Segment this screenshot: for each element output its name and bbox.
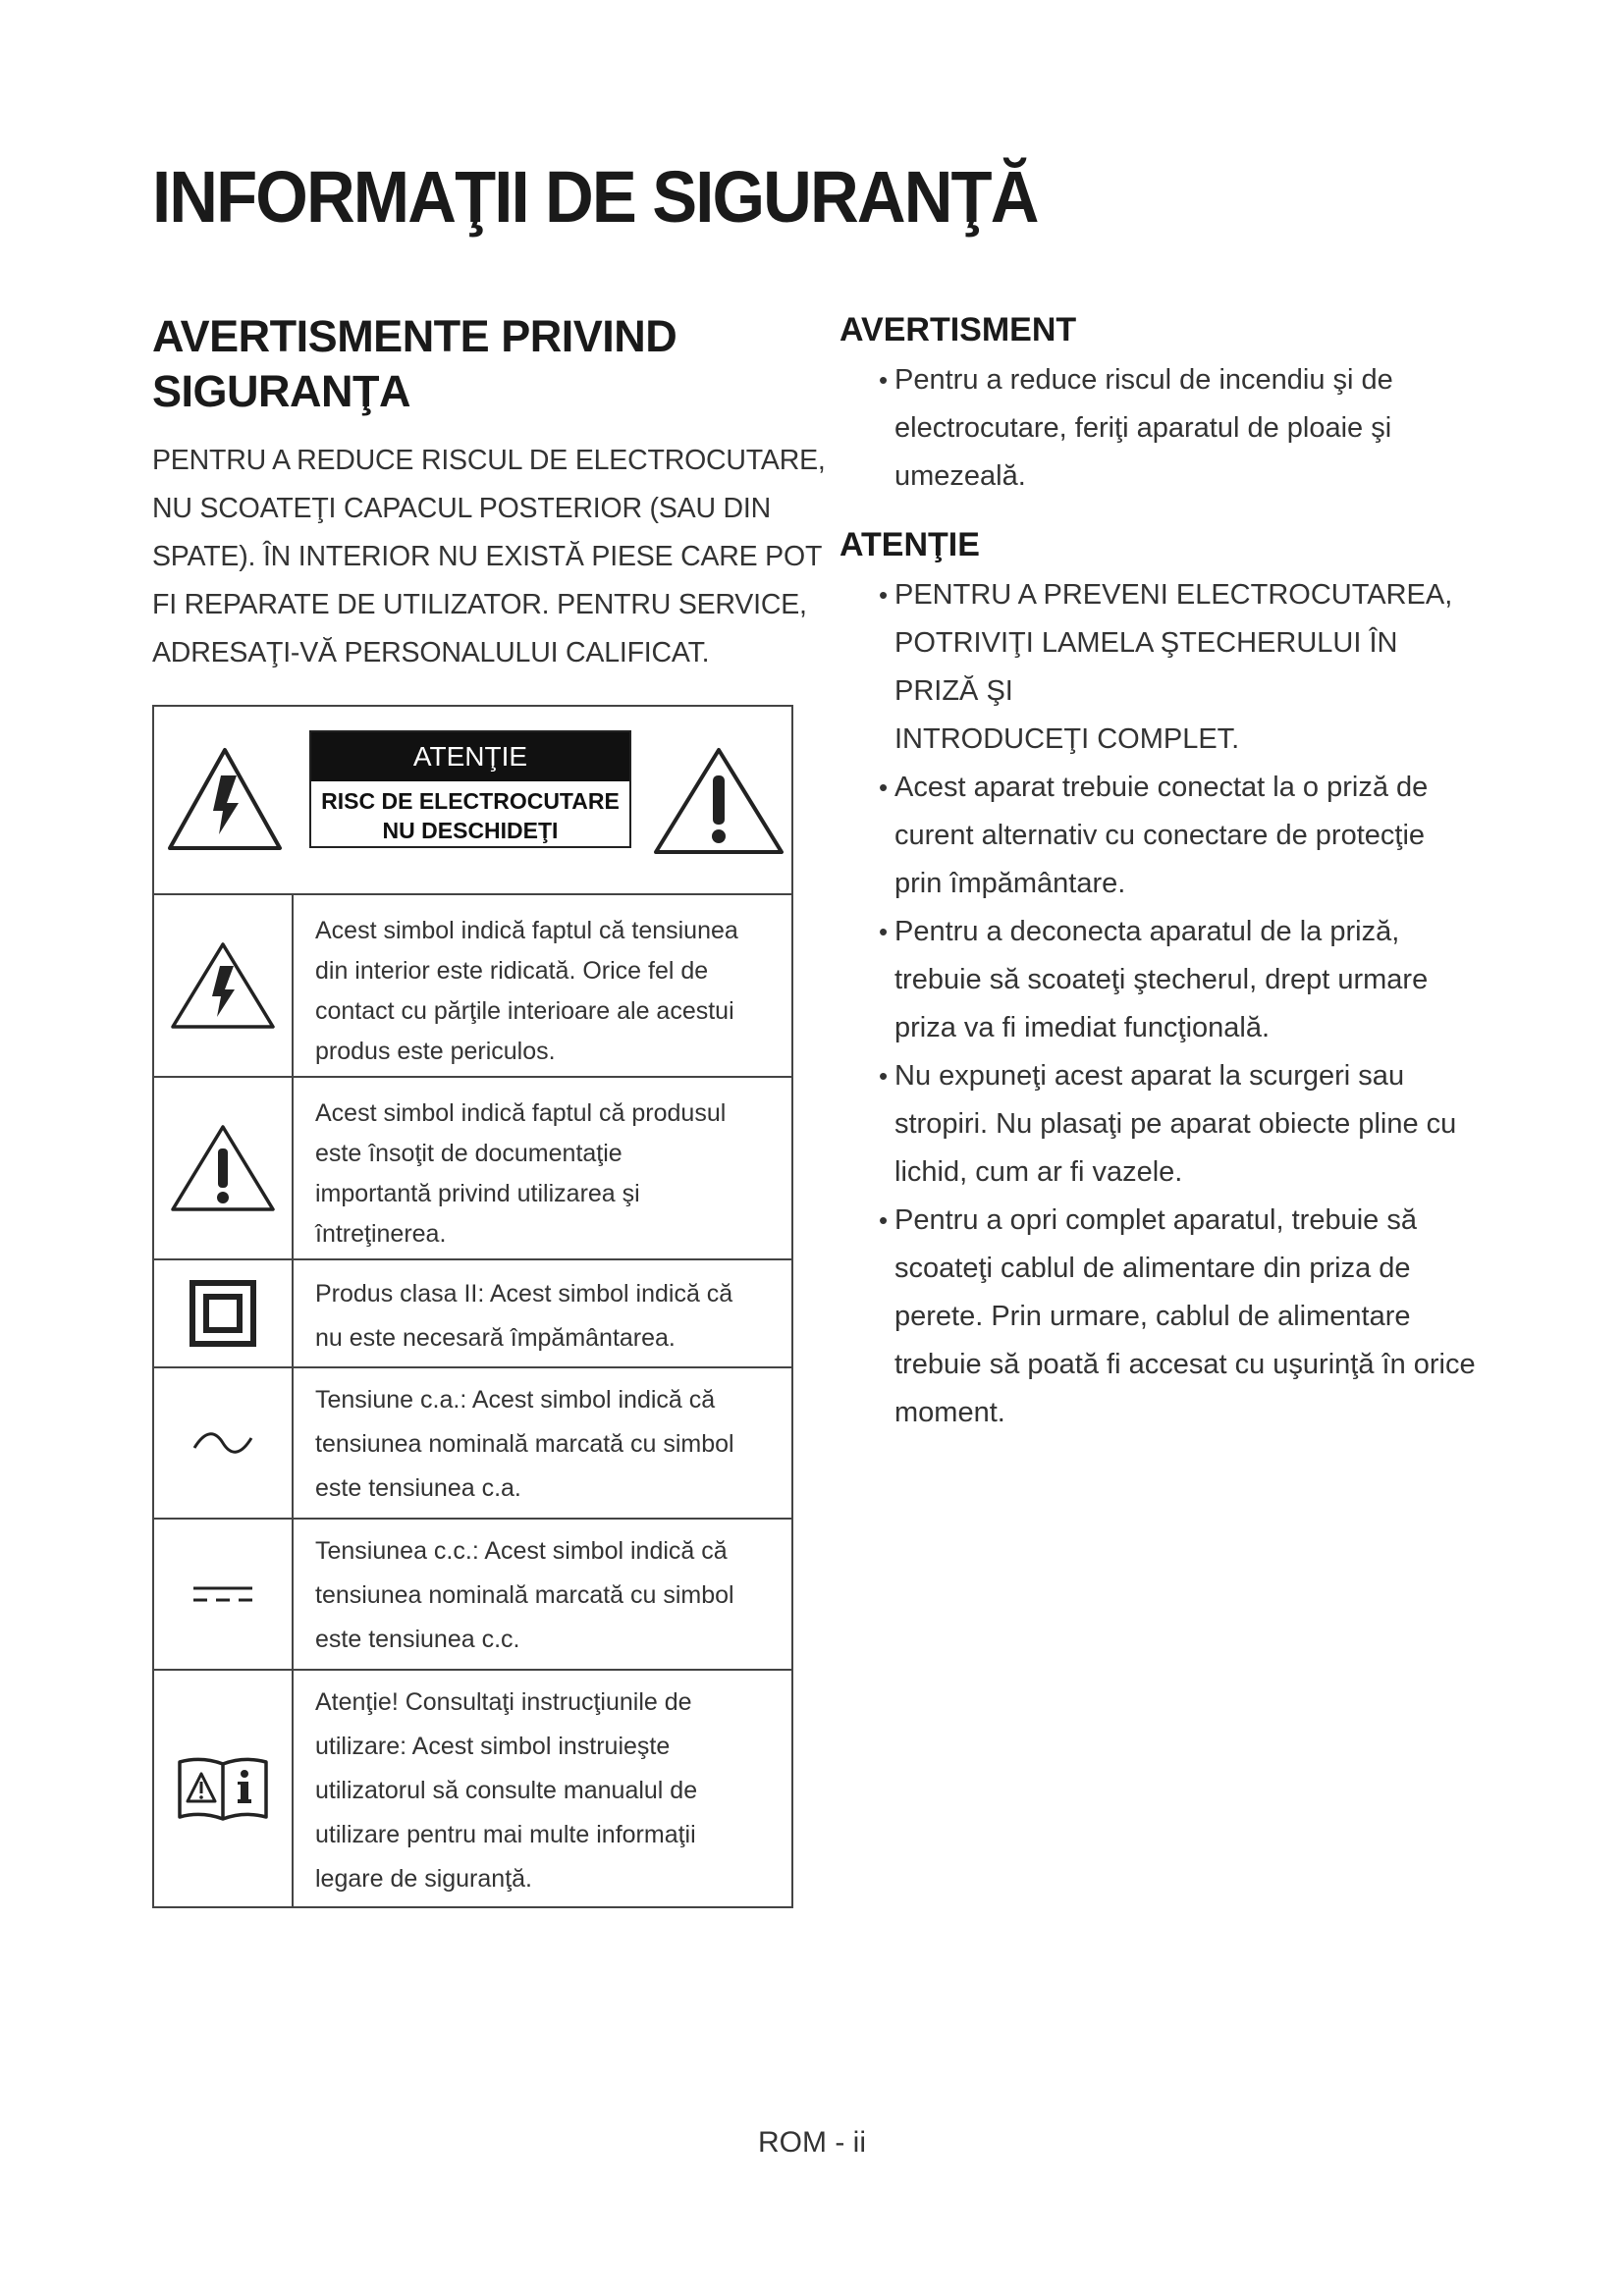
warning-item-line: umezeală. xyxy=(894,460,1026,492)
caution-label-line-2: NU DESCHIDEŢI xyxy=(382,818,559,843)
symbol-description-line: legare de siguranţă. xyxy=(315,1865,532,1893)
caution-label-line-1: RISC DE ELECTROCUTARE xyxy=(321,788,620,814)
intro-paragraph xyxy=(152,437,826,677)
symbol-description-line: importantă privind utilizarea şi xyxy=(315,1180,640,1207)
caution-item-line: priza va fi imediat funcţională. xyxy=(894,1012,1271,1043)
symbol-description-line: Tensiunea c.c.: Acest simbol indică că xyxy=(315,1537,728,1565)
caution-label-title: ATENŢIE xyxy=(311,732,629,781)
page-number: ROM - ii xyxy=(758,2126,866,2159)
symbol-description-line: întreţinerea. xyxy=(315,1220,447,1248)
symbol-row xyxy=(154,895,791,1078)
symbol-description-line: utilizare: Acest simbol instruieşte xyxy=(315,1733,671,1760)
bullet-icon: • xyxy=(879,917,889,946)
caution-item-line: stropiri. Nu plasaţi pe aparat obiecte pline cu xyxy=(894,1108,1457,1140)
symbol-table xyxy=(152,705,793,1908)
warning-title: AVERTISMENT xyxy=(839,311,1077,348)
symbol-description xyxy=(294,895,791,1076)
warning-item-line: electrocutare, feriţi aparatul de ploaie şi xyxy=(894,412,1392,444)
intro-line: NU SCOATEŢI CAPACUL POSTERIOR (SAU DIN xyxy=(152,493,772,524)
bullet-icon: • xyxy=(879,365,889,395)
warning-item xyxy=(879,356,1488,501)
symbol-row xyxy=(154,1671,791,1906)
section-title-line-1: AVERTISMENTE PRIVIND xyxy=(152,311,677,361)
symbol-description-line: Tensiune c.a.: Acest simbol indică că xyxy=(315,1386,716,1414)
caution-label-body xyxy=(311,781,629,845)
symbol-description-line: Acest simbol indică faptul că produsul xyxy=(315,1099,727,1127)
symbol-description-line: este tensiunea c.a. xyxy=(315,1474,521,1502)
symbol-description-line: utilizare pentru mai multe informaţii xyxy=(315,1821,696,1848)
double-square-icon xyxy=(154,1260,294,1366)
ac-wave-icon xyxy=(154,1368,294,1518)
symbol-description-line: Acest simbol indică faptul că tensiunea xyxy=(315,917,738,944)
symbol-description xyxy=(294,1368,791,1518)
manual-info-icon xyxy=(154,1671,294,1906)
caution-item-line: lichid, cum ar fi vazele. xyxy=(894,1156,1183,1188)
caution-item-line: Nu expuneţi acest aparat la scurgeri sau xyxy=(894,1060,1405,1092)
lightning-triangle-icon xyxy=(166,746,284,856)
caution-header xyxy=(154,707,791,895)
left-column xyxy=(152,309,826,677)
symbol-row xyxy=(154,1260,791,1368)
right-column xyxy=(839,309,1488,1437)
caution-list xyxy=(839,571,1488,1437)
warning-list xyxy=(839,356,1488,501)
caution-item xyxy=(879,571,1488,764)
symbol-description-line: utilizatorul să consulte manualul de xyxy=(315,1777,698,1804)
caution-item-line: moment. xyxy=(894,1397,1005,1428)
caution-item-line: scoateţi cablul de alimentare din priza de xyxy=(894,1253,1411,1284)
symbol-description xyxy=(294,1078,791,1258)
symbol-description-line: tensiunea nominală marcată cu simbol xyxy=(315,1430,734,1458)
dc-lines-icon xyxy=(154,1520,294,1669)
caution-item-line: Pentru a deconecta aparatul de la priză, xyxy=(894,916,1400,947)
caution-item xyxy=(879,908,1488,1052)
page-title: INFORMAŢII DE SIGURANŢĂ xyxy=(152,156,1038,238)
intro-line: ADRESAŢI-VĂ PERSONALULUI CALIFICAT. xyxy=(152,637,710,668)
bullet-icon: • xyxy=(879,1205,889,1235)
symbol-description-line: Produs clasa II: Acest simbol indică că xyxy=(315,1280,733,1308)
symbol-description xyxy=(294,1671,791,1906)
bullet-icon: • xyxy=(879,1061,889,1091)
exclamation-triangle-icon xyxy=(154,1078,294,1258)
caution-item xyxy=(879,1052,1488,1197)
lightning-triangle-icon xyxy=(154,895,294,1076)
caution-item xyxy=(879,764,1488,908)
caution-item-line: prin împământare. xyxy=(894,868,1126,899)
section-title-line-2: SIGURANŢA xyxy=(152,366,410,416)
symbol-description-line: este tensiunea c.c. xyxy=(315,1626,520,1653)
caution-label xyxy=(309,730,631,848)
symbol-description-line: produs este periculos. xyxy=(315,1038,556,1065)
warning-item-line: Pentru a reduce riscul de incendiu şi de xyxy=(894,364,1393,396)
caution-item xyxy=(879,1197,1488,1437)
symbol-row xyxy=(154,1368,791,1520)
caution-item-line: Pentru a opri complet aparatul, trebuie să xyxy=(894,1204,1417,1236)
section-title xyxy=(152,309,800,419)
caution-title: ATENŢIE xyxy=(839,526,980,563)
bullet-icon: • xyxy=(879,773,889,802)
caution-item-line: PENTRU A PREVENI ELECTROCUTAREA, xyxy=(894,579,1453,611)
symbol-description-line: din interior este ridicată. Orice fel de xyxy=(315,957,709,985)
symbol-description-line: este însoţit de documentaţie xyxy=(315,1140,623,1167)
symbol-description-line: tensiunea nominală marcată cu simbol xyxy=(315,1581,734,1609)
symbol-row xyxy=(154,1078,791,1260)
intro-line: FI REPARATE DE UTILIZATOR. PENTRU SERVICE, xyxy=(152,589,807,620)
exclamation-triangle-icon xyxy=(652,746,785,860)
symbol-description-line: nu este necesară împământarea. xyxy=(315,1324,676,1352)
symbol-description-line: contact cu părţile interioare ale acestui xyxy=(315,997,734,1025)
symbol-description-line: Atenţie! Consultaţi instrucţiunile de xyxy=(315,1688,692,1716)
caution-item-line: INTRODUCEŢI COMPLET. xyxy=(894,723,1240,755)
caution-item-line: trebuie să poată fi accesat cu uşurinţă în orice xyxy=(894,1349,1476,1380)
caution-item-line: POTRIVIŢI LAMELA ŞTECHERULUI ÎN PRIZĂ ŞI xyxy=(894,627,1398,707)
symbol-description xyxy=(294,1260,791,1366)
intro-line: SPATE). ÎN INTERIOR NU EXISTĂ PIESE CARE POT xyxy=(152,541,823,572)
caution-item-line: perete. Prin urmare, cablul de alimentare xyxy=(894,1301,1411,1332)
caution-item-line: trebuie să scoateţi ştecherul, drept urmare xyxy=(894,964,1429,995)
caution-item-line: Acest aparat trebuie conectat la o priză de xyxy=(894,772,1429,803)
intro-line: PENTRU A REDUCE RISCUL DE ELECTROCUTARE, xyxy=(152,445,826,476)
bullet-icon: • xyxy=(879,580,889,610)
symbol-description xyxy=(294,1520,791,1669)
caution-item-line: curent alternativ cu conectare de protecţie xyxy=(894,820,1426,851)
symbol-row xyxy=(154,1520,791,1671)
